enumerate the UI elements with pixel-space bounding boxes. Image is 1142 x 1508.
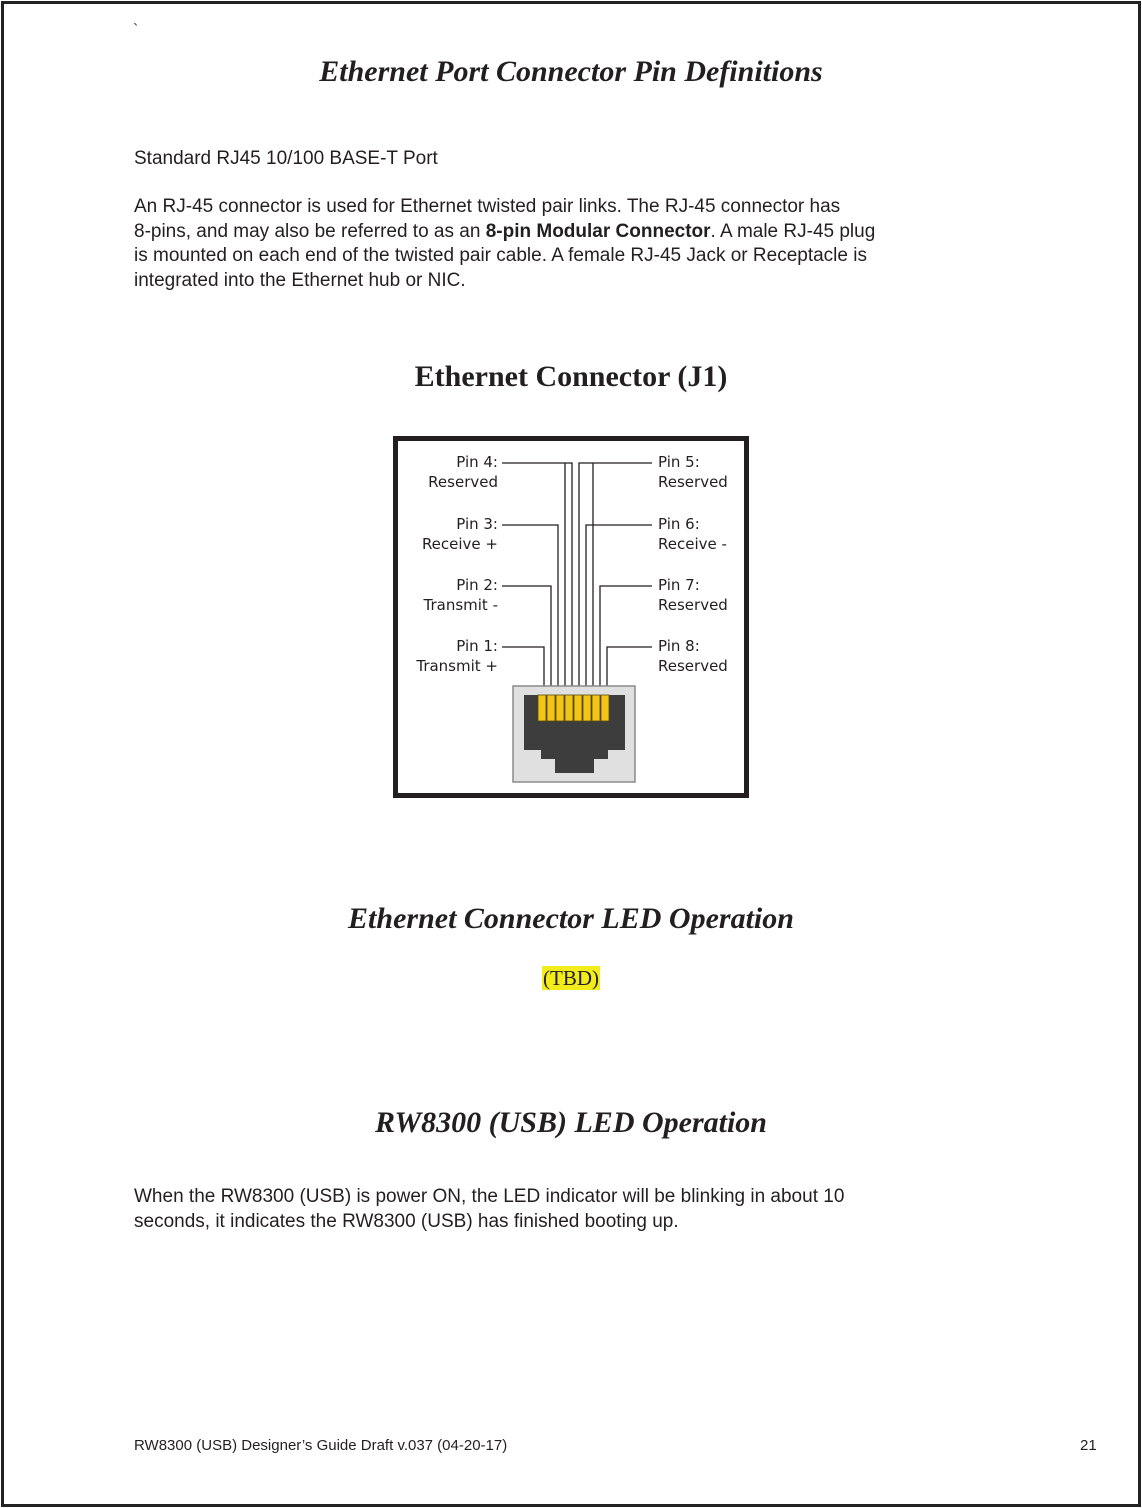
pin-6-name: Receive - — [658, 535, 727, 553]
rj45-pinout-diagram — [393, 436, 749, 798]
pin-4-leader — [502, 463, 572, 691]
usb-led-heading: RW8300 (USB) LED Operation — [375, 1106, 767, 1139]
led-heading: Ethernet Connector LED Operation — [348, 902, 794, 935]
intro-line-4: integrated into the Ethernet hub or NIC. — [134, 269, 466, 291]
pin-5-id: Pin 5: — [658, 453, 700, 471]
stray-mark: ` — [133, 22, 139, 39]
pin-3-name: Receive + — [421, 535, 498, 553]
intro-paragraph — [134, 195, 1024, 293]
pin-4-id: Pin 4: — [456, 453, 498, 471]
pin-7-leader — [600, 586, 652, 691]
port-subtitle: Standard RJ45 10/100 BASE-T Port — [134, 148, 438, 169]
pin-5-name: Reserved — [658, 473, 728, 491]
led-tbd-highlight: (TBD) — [543, 966, 599, 990]
pin-3-id: Pin 3: — [456, 515, 498, 533]
led-tbd-note — [0, 966, 1142, 991]
intro-line-1: An RJ-45 connector is used for Ethernet twisted pair links. The RJ-45 connector has — [134, 196, 841, 217]
footer-page-number: 21 — [1080, 1437, 1097, 1454]
pin-5-leader — [579, 463, 652, 691]
contact-7 — [592, 695, 600, 721]
pin-7-name: Reserved — [658, 596, 728, 614]
usb-led-paragraph — [134, 1185, 1024, 1234]
pin-6-leader — [586, 525, 652, 691]
pin-8-leader — [607, 647, 652, 691]
pin-1-id: Pin 1: — [456, 637, 498, 655]
pin-7-id: Pin 7: — [658, 576, 700, 594]
pin-6-id: Pin 6: — [658, 515, 700, 533]
intro-bold-term: 8-pin Modular Connector — [485, 220, 711, 242]
rj45-pinout-svg — [398, 441, 744, 793]
intro-line-2b: . A male RJ-45 plug — [710, 220, 876, 242]
contact-4 — [565, 695, 573, 721]
page-title: Ethernet Port Connector Pin Definitions — [319, 55, 823, 88]
intro-line-3: is mounted on each end of the twisted pair cable. A female RJ-45 Jack or Receptacle is — [134, 245, 867, 266]
usb-line-1: When the RW8300 (USB) is power ON, the LED indicator will be blinking in about 10 — [134, 1186, 845, 1207]
pin-8-id: Pin 8: — [658, 637, 700, 655]
contact-1 — [538, 695, 546, 721]
pin-8-name: Reserved — [658, 657, 728, 675]
pin-2-name: Transmit - — [423, 596, 498, 614]
pin-4-name: Reserved — [428, 473, 498, 491]
pin-3-leader — [502, 525, 558, 691]
intro-line-2a: 8-pins, and may also be referred to as an — [134, 220, 486, 242]
contact-3 — [556, 695, 564, 721]
connector-heading: Ethernet Connector (J1) — [414, 360, 728, 393]
usb-line-2: seconds, it indicates the RW8300 (USB) has finished booting up. — [134, 1210, 679, 1232]
pin-1-name: Transmit + — [416, 657, 498, 675]
pin-2-id: Pin 2: — [456, 576, 498, 594]
pin-leader-lines — [502, 463, 652, 691]
contact-6 — [583, 695, 591, 721]
pin-1-leader — [502, 647, 544, 691]
contact-8 — [601, 695, 609, 721]
footer-doc-title: RW8300 (USB) Designer’s Guide Draft v.037 (04-20-17) — [134, 1437, 508, 1454]
contact-5 — [574, 695, 582, 721]
contact-2 — [547, 695, 555, 721]
